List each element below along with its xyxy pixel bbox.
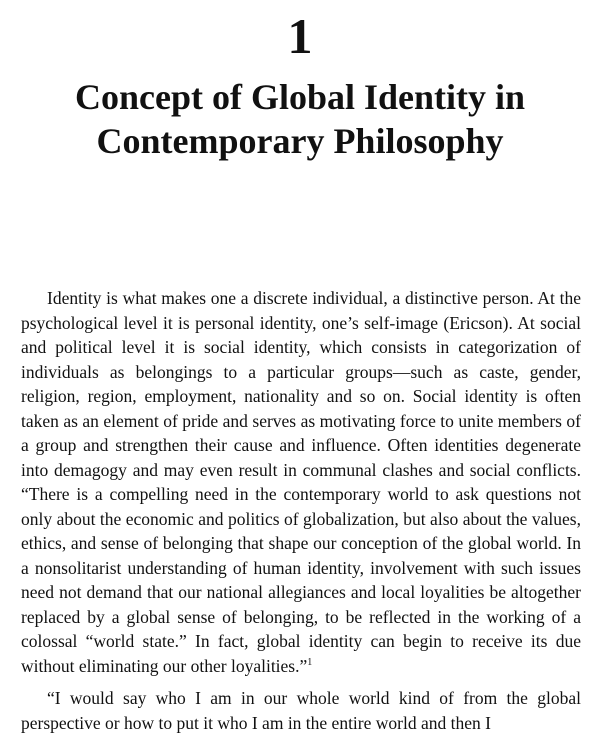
- paragraph-2-text: “I would say who I am in our whole world kind of from the global perspective or how to put it who I am in the entire world and then I: [21, 688, 581, 733]
- paragraph-2: [21, 686, 581, 735]
- paragraph-1: [21, 286, 581, 678]
- body-text: [21, 286, 581, 735]
- chapter-title-line-1: Concept of Global Identity in: [74, 77, 526, 117]
- footnote-marker: 1: [307, 656, 313, 668]
- chapter-number: 1: [287, 8, 313, 64]
- chapter-title: [20, 75, 580, 163]
- paragraph-1-text: Identity is what makes one a discrete individual, a distinctive person. At the psychological level it is personal identity, one’s self-image (Ericson). At social and political level it is social identity, which consists in categorization of individuals as belongings to a particular groups—such as caste, gender, religion, region, employment, nationality and so on. Social identity is often taken as an element of pride and serves as motivating force to unite members of a group and strengthen their cause and influence. Often identities degenerate into demagogy and may even result in communal clashes and social conflicts. “There is a compelling need in the contemporary world to ask questions not only about the economic and politics of globalization, but also about the values, ethics, and sense of belonging that shape our conception of the global world. In a nonsolitarist understanding of human identity, involvement with such issues need not demand that our national allegiances and local loyalities be altogether replaced by a global sense of belonging, to be reflected in the working of a colossal “world state.” In fact, global identity can begin to receive its due without eliminating our other loyalities.”: [21, 288, 581, 676]
- chapter-title-line-2: Contemporary Philosophy: [96, 121, 504, 161]
